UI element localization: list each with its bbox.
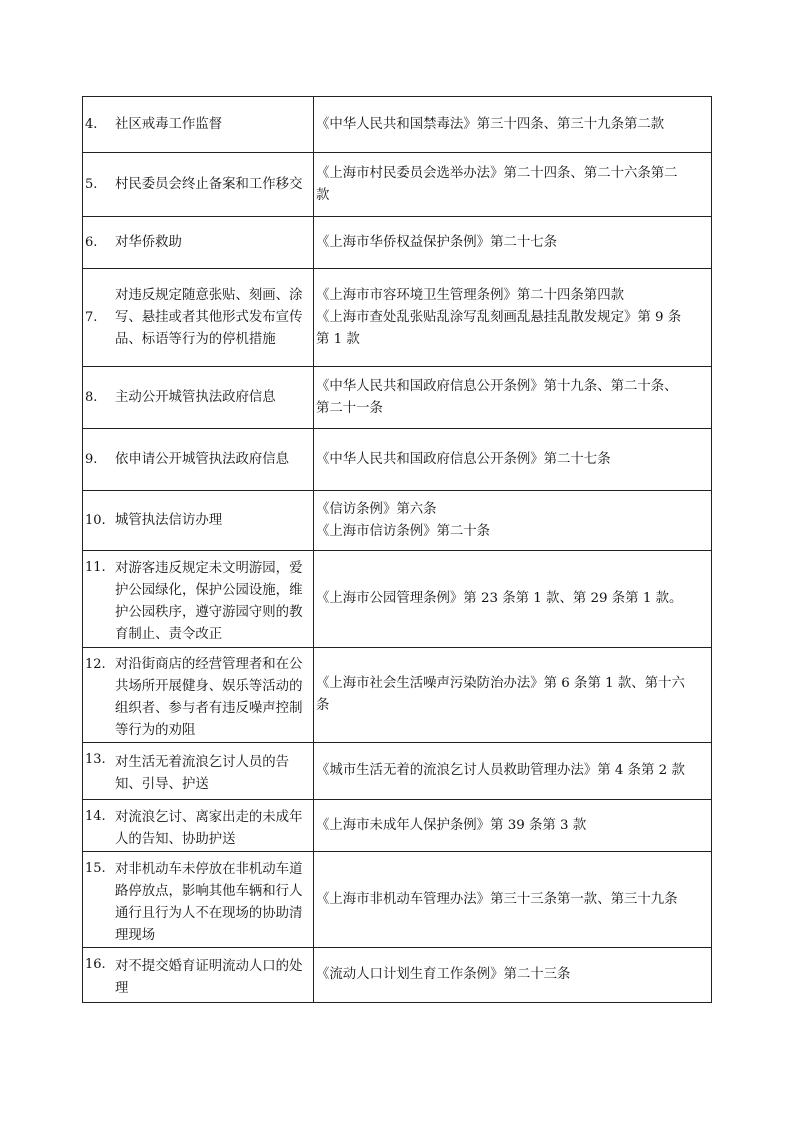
table-row [83, 743, 712, 800]
basis-cell [314, 269, 712, 367]
row-number: 6. [85, 234, 98, 250]
basis-line: 《中华人民共和国政府信息公开条例》第十九条、第二十条、 [316, 378, 678, 394]
item-text: 对游客违反规定未文明游园，爱护公园绿化，保护公园设施，维护公园秩序，遵守游园守则的教育制止、责令改正 [115, 561, 303, 642]
row-number: 12. [85, 657, 106, 672]
basis-cell [314, 852, 712, 948]
item-cell [83, 153, 314, 217]
table-row [83, 97, 712, 153]
item-cell [83, 800, 314, 852]
item-text: 村民委员会终止备案和工作移交 [115, 176, 303, 192]
row-number: 7. [85, 309, 98, 325]
item-text: 对违反规定随意张贴、刻画、涂写、悬挂或者其他形式发布宣传品、标语等行为的停机措施 [115, 287, 303, 347]
item-text: 对华侨救助 [115, 234, 182, 250]
basis-line: 《上海市村民委员会选举办法》第二十四条、第二十六条第二 [316, 165, 678, 181]
item-cell [83, 491, 314, 551]
basis-cell [314, 948, 712, 1003]
basis-line: 条 [316, 698, 330, 713]
table-row [83, 800, 712, 852]
item-cell [83, 852, 314, 948]
item-text: 主动公开城管执法政府信息 [115, 389, 276, 405]
item-text: 依申请公开城管执法政府信息 [115, 451, 290, 467]
item-text: 对不提交婚育证明流动人口的处理 [115, 959, 303, 996]
basis-line: 《上海市公园管理条例》第 23 条第 1 款、第 29 条第 1 款。 [316, 591, 683, 606]
item-cell [83, 429, 314, 491]
item-text: 对流浪乞讨、离家出走的未成年人的告知、协助护送 [115, 809, 303, 847]
table-row [83, 948, 712, 1003]
item-text: 社区戒毒工作监督 [115, 116, 223, 132]
table-row [83, 429, 712, 491]
basis-line: 《上海市非机动车管理办法》第三十三条第一款、第三十九条 [316, 891, 678, 907]
item-cell [83, 551, 314, 648]
basis-line: 《上海市社会生活噪声污染防治办法》第 6 条第 1 款、第十六 [316, 676, 685, 691]
basis-line: 《上海市查处乱张贴乱涂写乱刻画乱悬挂乱散发规定》第 9 条 [316, 309, 682, 325]
row-number: 11. [85, 560, 106, 575]
table-row [83, 551, 712, 648]
table-row [83, 648, 712, 743]
item-cell [83, 97, 314, 153]
basis-line: 《上海市未成年人保护条例》第 39 条第 3 款 [316, 817, 587, 833]
basis-cell [314, 551, 712, 648]
basis-cell [314, 153, 712, 217]
basis-line: 第二十一条 [316, 400, 383, 416]
basis-cell [314, 429, 712, 491]
row-number: 13. [85, 752, 106, 767]
table-row [83, 217, 712, 269]
basis-line: 《流动人口计划生育工作条例》第二十三条 [316, 967, 571, 982]
row-number: 16. [85, 957, 106, 972]
table-row [83, 269, 712, 367]
authority-table [82, 96, 712, 1003]
basis-cell [314, 217, 712, 269]
item-cell [83, 743, 314, 800]
item-text: 对非机动车未停放在非机动车道路停放点，影响其他车辆和行人通行且行为人不在现场的协助清理现场 [115, 861, 303, 943]
row-number: 14. [85, 809, 106, 824]
basis-line: 《中华人民共和国政府信息公开条例》第二十七条 [316, 451, 611, 467]
basis-line: 《城市生活无着的流浪乞讨人员救助管理办法》第 4 条第 2 款 [316, 763, 685, 778]
basis-line: 《中华人民共和国禁毒法》第三十四条、第三十九条第二款 [316, 116, 665, 132]
basis-line: 《上海市华侨权益保护条例》第二十七条 [316, 234, 558, 250]
row-number: 5. [85, 176, 98, 192]
row-number: 10. [85, 512, 106, 528]
item-cell [83, 948, 314, 1003]
basis-line: 《信访条例》第六条 [316, 501, 437, 517]
basis-cell [314, 367, 712, 429]
row-number: 4. [85, 116, 98, 132]
basis-line: 《上海市信访条例》第二十条 [316, 523, 491, 539]
row-number: 15. [85, 861, 106, 876]
basis-cell [314, 97, 712, 153]
item-text: 对生活无着流浪乞讨人员的告知、引导、护送 [115, 755, 290, 792]
item-cell [83, 269, 314, 367]
basis-cell [314, 743, 712, 800]
table-row [83, 491, 712, 551]
item-text: 对沿街商店的经营管理者和在公共场所开展健身、娱乐等活动的组织者、参与者有违反噪声控制等行为的劝阻 [115, 657, 303, 738]
item-cell [83, 367, 314, 429]
basis-cell [314, 800, 712, 852]
basis-line: 第 1 款 [316, 331, 360, 347]
basis-cell [314, 491, 712, 551]
basis-line: 《上海市市容环境卫生管理条例》第二十四条第四款 [316, 287, 624, 303]
basis-cell [314, 648, 712, 743]
table-row [83, 852, 712, 948]
table-row [83, 367, 712, 429]
item-cell [83, 648, 314, 743]
row-number: 9. [85, 451, 98, 467]
basis-line: 款 [316, 187, 330, 203]
row-number: 8. [85, 389, 98, 405]
item-cell [83, 217, 314, 269]
item-text: 城管执法信访办理 [115, 512, 223, 528]
table-row [83, 153, 712, 217]
